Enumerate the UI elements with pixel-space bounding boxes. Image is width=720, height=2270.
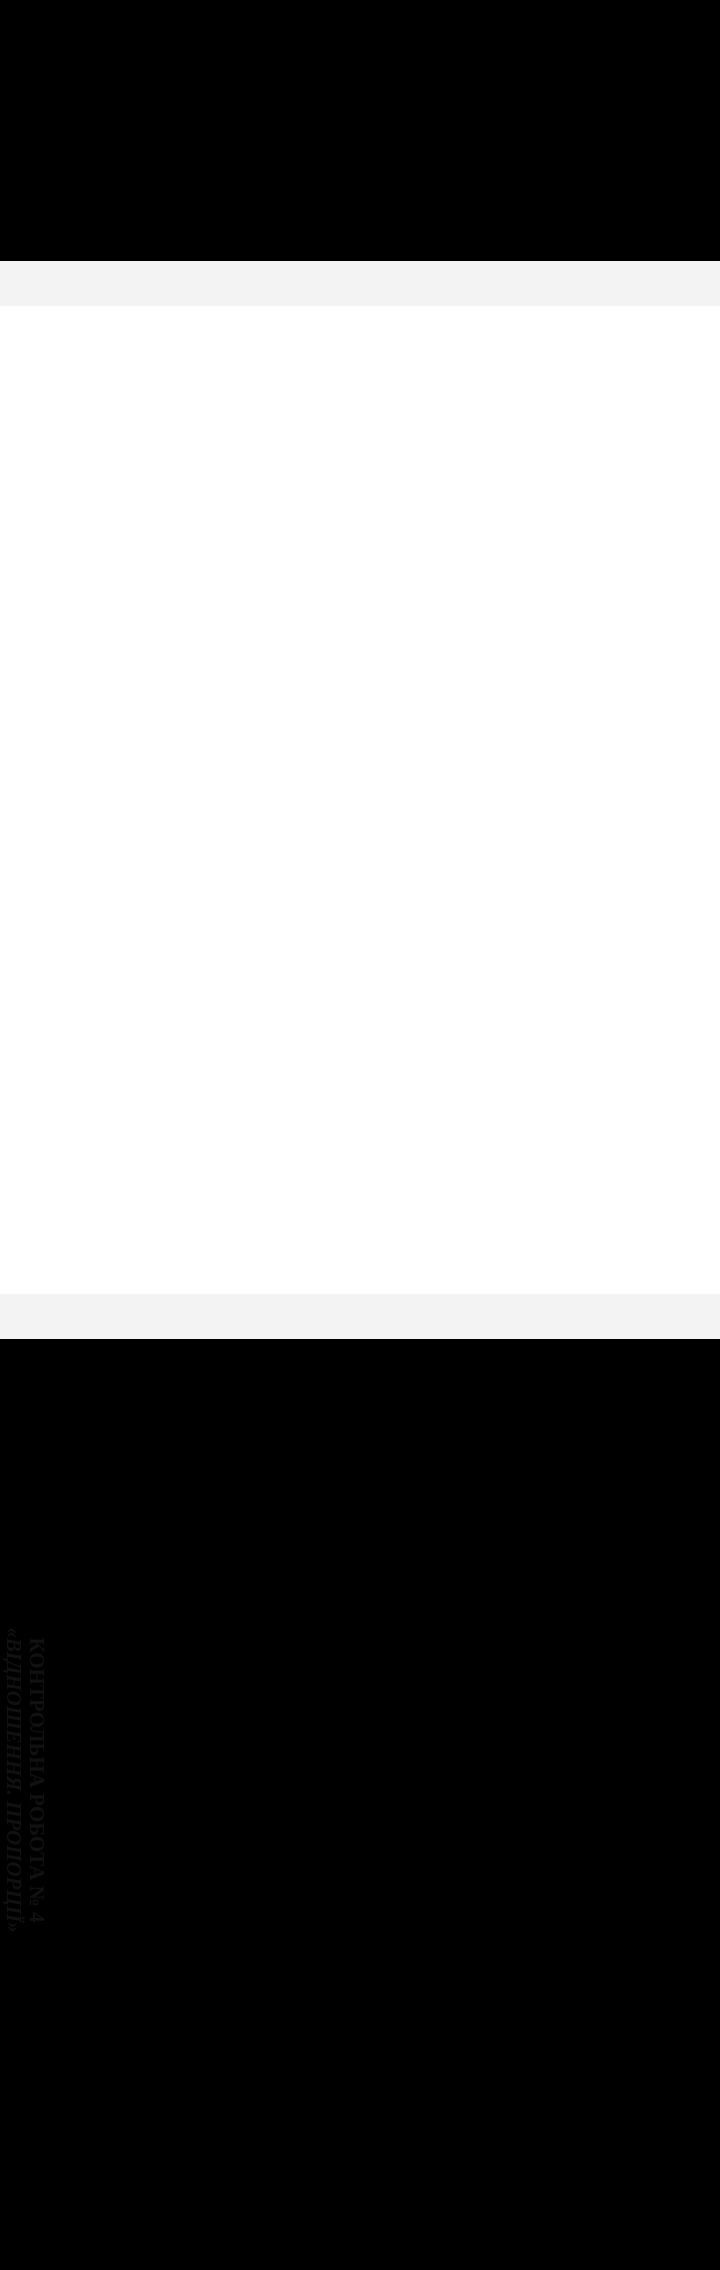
doc-title: КОНТРОЛЬНА РОБОТА № 4: [25, 1637, 49, 1923]
doc-subtitle: «ВІДНОШЕННЯ. ПРОПОРЦІЇ»: [2, 1627, 26, 1933]
rotated-document: [0, 1290, 55, 2270]
document-page: [0, 306, 720, 1294]
